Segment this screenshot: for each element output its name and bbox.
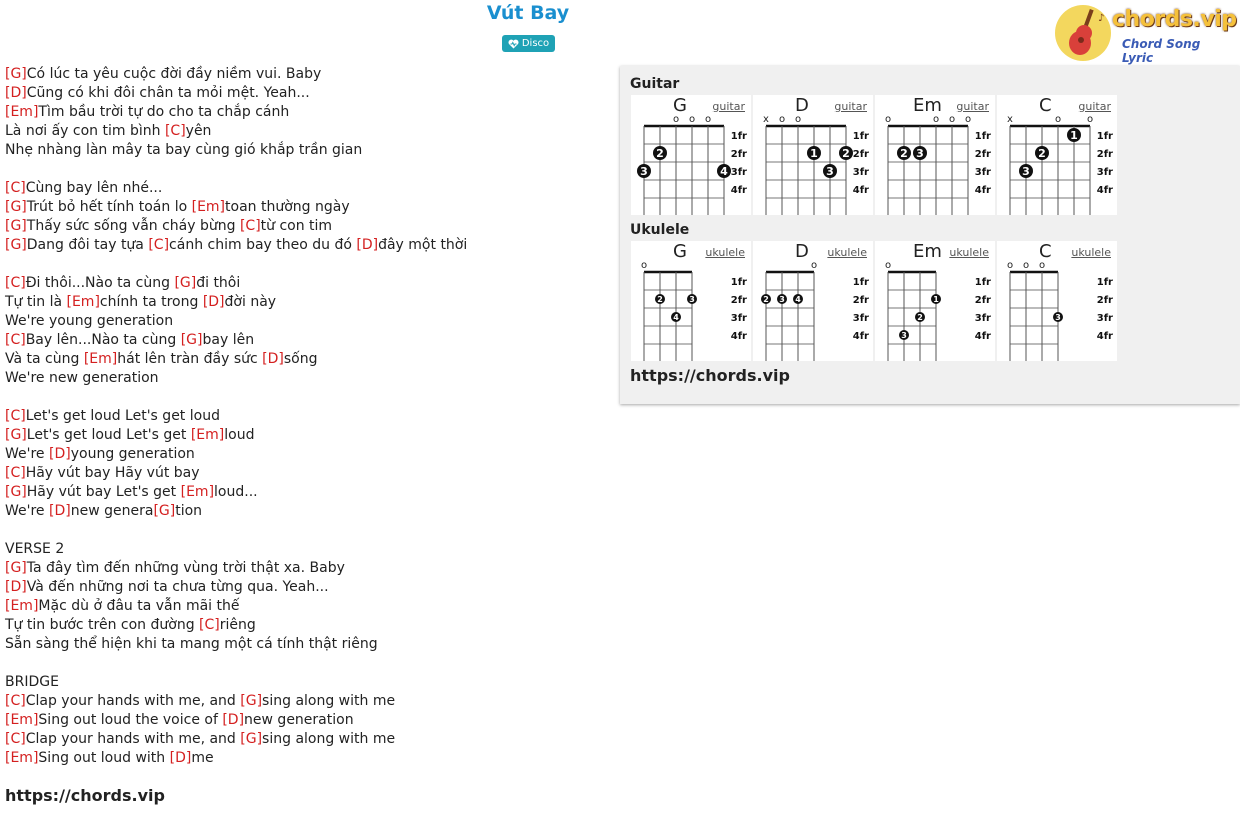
svg-text:3: 3 bbox=[689, 295, 695, 304]
chord-link[interactable]: [C] bbox=[5, 408, 26, 424]
lyric-text: BRIDGE bbox=[5, 674, 59, 690]
fret-label: 1fr bbox=[1096, 277, 1113, 288]
lyric-line bbox=[5, 426, 605, 445]
lyric-line bbox=[5, 483, 605, 502]
finger-dot bbox=[637, 164, 651, 178]
lyric-line bbox=[5, 274, 605, 293]
svg-text:1: 1 bbox=[1070, 129, 1078, 142]
chord-name: G bbox=[673, 95, 687, 116]
open-string-marker: o bbox=[964, 114, 972, 125]
svg-text:1: 1 bbox=[810, 147, 818, 160]
fret-label: 2fr bbox=[852, 295, 869, 306]
genre-label: Disco bbox=[521, 38, 550, 49]
lyric-text: Clap your hands with me, and bbox=[25, 693, 241, 709]
lyric-line bbox=[5, 312, 605, 331]
guitar-section-label: Guitar bbox=[630, 76, 680, 92]
open-string-marker: o bbox=[1054, 114, 1062, 125]
fret-label: 1fr bbox=[1096, 131, 1113, 142]
chord-link[interactable]: [Em] bbox=[180, 484, 215, 500]
lyric-text: We're young generation bbox=[5, 313, 174, 329]
open-string-marker: o bbox=[810, 260, 818, 271]
lyric-line bbox=[5, 293, 605, 312]
finger-dot bbox=[897, 146, 911, 160]
lyric-text: Mặc dù ở đâu ta vẫn mãi thế bbox=[38, 598, 240, 614]
muted-string-marker: x bbox=[763, 114, 769, 125]
chord-link[interactable]: [G] bbox=[5, 484, 27, 500]
lyric-text: Sing out loud with bbox=[38, 750, 170, 766]
lyric-text: toan thường ngày bbox=[225, 199, 350, 215]
chord-link[interactable]: [G] bbox=[240, 731, 263, 747]
fret-label: 4fr bbox=[1096, 185, 1113, 196]
chord-link[interactable]: [D] bbox=[5, 579, 27, 595]
disco-icon bbox=[508, 39, 519, 49]
fret-label: 4fr bbox=[974, 331, 991, 342]
svg-text:2: 2 bbox=[763, 295, 769, 304]
lyric-text: Tự tin bước trên con đường bbox=[5, 617, 200, 633]
lyric-text: từ con tim bbox=[260, 218, 333, 234]
lyric-text: yên bbox=[185, 123, 212, 139]
chord-name: Em bbox=[913, 241, 942, 262]
ukulele-section-label: Ukulele bbox=[630, 222, 690, 238]
chord-link[interactable]: [G] bbox=[5, 199, 27, 215]
chord-link[interactable]: [G] bbox=[5, 560, 27, 576]
lyric-text: new genera bbox=[70, 503, 154, 519]
ukulele-link[interactable]: ukulele bbox=[827, 246, 867, 259]
finger-dot bbox=[687, 294, 697, 304]
lyric-text: young generation bbox=[70, 446, 195, 462]
chord-link[interactable]: [D] bbox=[5, 85, 27, 101]
chord-link[interactable]: [C] bbox=[164, 123, 186, 139]
finger-dot bbox=[1035, 146, 1049, 160]
lyrics-block bbox=[5, 65, 605, 768]
svg-text:3: 3 bbox=[901, 331, 907, 340]
guitar-chord-diagram-d[interactable] bbox=[753, 95, 873, 215]
svg-text:4: 4 bbox=[795, 295, 801, 304]
fret-label: 3fr bbox=[974, 313, 991, 324]
lyric-text: đi thôi bbox=[196, 275, 241, 291]
finger-dot bbox=[655, 294, 665, 304]
chord-link[interactable]: [C] bbox=[5, 693, 26, 709]
lyric-text: đây một thời bbox=[378, 237, 468, 253]
open-string-marker: o bbox=[794, 114, 802, 125]
lyric-text: Let's get loud Let's get loud bbox=[25, 408, 220, 424]
lyric-line bbox=[5, 730, 605, 749]
fret-label: 4fr bbox=[852, 331, 869, 342]
finger-dot bbox=[931, 294, 941, 304]
fret-label: 2fr bbox=[730, 295, 747, 306]
lyric-line bbox=[5, 635, 605, 654]
lyric-line bbox=[5, 103, 605, 122]
lyric-text: Clap your hands with me, and bbox=[25, 731, 241, 747]
chord-link[interactable]: [D] bbox=[49, 446, 71, 462]
fret-label: 3fr bbox=[974, 167, 991, 178]
lyric-line bbox=[5, 616, 605, 635]
fret-label: 2fr bbox=[1096, 295, 1113, 306]
lyric-text: Và đến những nơi ta chưa từng qua. Yeah... bbox=[26, 579, 329, 595]
chord-link[interactable]: [G] bbox=[5, 66, 27, 82]
fret-label: 2fr bbox=[974, 149, 991, 160]
chord-panel bbox=[620, 66, 1240, 404]
lyric-line bbox=[5, 407, 605, 426]
chord-link[interactable]: [C] bbox=[5, 332, 26, 348]
chord-link[interactable]: [Em] bbox=[66, 294, 100, 310]
chord-link[interactable]: [C] bbox=[5, 275, 26, 291]
site-logo[interactable] bbox=[1054, 3, 1237, 65]
svg-text:4: 4 bbox=[673, 313, 679, 322]
chord-link[interactable]: [D] bbox=[356, 237, 379, 253]
guitar-link[interactable]: guitar bbox=[1078, 100, 1111, 113]
panel-site-url[interactable]: https://chords.vip bbox=[630, 366, 790, 385]
fretboard bbox=[997, 95, 1117, 215]
lyric-line bbox=[5, 122, 605, 141]
lyric-text: Bay lên...Nào ta cùng bbox=[25, 332, 181, 348]
fret-label: 3fr bbox=[1096, 167, 1113, 178]
lyric-blank-line bbox=[5, 160, 605, 179]
muted-string-marker: x bbox=[1007, 114, 1013, 125]
open-string-marker: o bbox=[932, 114, 940, 125]
logo-tagline: Chord Song Lyric bbox=[1122, 37, 1201, 65]
guitar-logo-icon bbox=[1054, 3, 1114, 63]
logo-brand: chords.vip bbox=[1112, 7, 1237, 32]
fret-label: 3fr bbox=[730, 167, 747, 178]
chord-link[interactable]: [D] bbox=[169, 750, 192, 766]
ukulele-link[interactable]: ukulele bbox=[949, 246, 989, 259]
open-string-marker: o bbox=[1086, 114, 1094, 125]
fret-label: 1fr bbox=[974, 277, 991, 288]
finger-dot bbox=[653, 146, 667, 160]
lyric-text: bay lên bbox=[202, 332, 255, 348]
svg-text:3: 3 bbox=[779, 295, 785, 304]
open-string-marker: o bbox=[1022, 260, 1030, 271]
fret-label: 2fr bbox=[852, 149, 869, 160]
open-string-marker: o bbox=[778, 114, 786, 125]
lyric-line bbox=[5, 331, 605, 350]
fret-label: 1fr bbox=[852, 277, 869, 288]
fretboard bbox=[997, 241, 1117, 361]
chord-link[interactable]: [Em] bbox=[191, 199, 226, 215]
lyric-text: Có lúc ta yêu cuộc đời đầy niềm vui. Baby bbox=[26, 66, 322, 82]
fret-label: 3fr bbox=[730, 313, 747, 324]
svg-text:3: 3 bbox=[1022, 165, 1030, 178]
fret-label: 1fr bbox=[974, 131, 991, 142]
lyric-text: sing along with me bbox=[262, 693, 396, 709]
open-string-marker: o bbox=[884, 114, 892, 125]
lyric-text: We're bbox=[5, 446, 49, 462]
svg-text:2: 2 bbox=[1038, 147, 1046, 160]
svg-text:3: 3 bbox=[1055, 313, 1061, 322]
chord-link[interactable]: [Em] bbox=[5, 598, 39, 614]
svg-text:2: 2 bbox=[900, 147, 908, 160]
lyric-text: đời này bbox=[224, 294, 277, 310]
fret-label: 2fr bbox=[730, 149, 747, 160]
lyric-line bbox=[5, 445, 605, 464]
finger-dot bbox=[807, 146, 821, 160]
lyric-text: Nhẹ nhàng làn mây ta bay cùng gió khắp trần gian bbox=[5, 142, 363, 158]
lyric-text: Dang đôi tay tựa bbox=[26, 237, 149, 253]
lyric-line bbox=[5, 502, 605, 521]
fretboard bbox=[753, 95, 873, 215]
lyric-line bbox=[5, 217, 605, 236]
genre-badge[interactable] bbox=[502, 35, 555, 52]
fret-label: 4fr bbox=[852, 185, 869, 196]
fret-label: 1fr bbox=[730, 131, 747, 142]
fretboard bbox=[631, 95, 751, 215]
open-string-marker: o bbox=[704, 114, 712, 125]
open-string-marker: o bbox=[1038, 260, 1046, 271]
lyric-text: We're new generation bbox=[5, 370, 159, 386]
open-string-marker: o bbox=[640, 260, 648, 271]
lyric-text: hát lên tràn đầy sức bbox=[117, 351, 263, 367]
lyric-text: chính ta trong bbox=[99, 294, 203, 310]
finger-dot bbox=[793, 294, 803, 304]
guitar-chord-diagram-g[interactable] bbox=[631, 95, 751, 215]
ukulele-chord-diagram-c[interactable] bbox=[997, 241, 1117, 361]
fretboard bbox=[631, 241, 751, 361]
open-string-marker: o bbox=[1006, 260, 1014, 271]
lyric-line bbox=[5, 597, 605, 616]
lyric-text: Là nơi ấy con tim bình bbox=[5, 123, 165, 139]
chord-link[interactable]: [Em] bbox=[83, 351, 118, 367]
lyric-blank-line bbox=[5, 654, 605, 673]
svg-text:3: 3 bbox=[826, 165, 834, 178]
fret-label: 3fr bbox=[852, 167, 869, 178]
lyric-text: Cùng bay lên nhé... bbox=[25, 180, 163, 196]
guitar-link[interactable]: guitar bbox=[712, 100, 745, 113]
lyric-blank-line bbox=[5, 388, 605, 407]
lyric-text: me bbox=[191, 750, 214, 766]
finger-dot bbox=[1019, 164, 1033, 178]
lyric-line bbox=[5, 749, 605, 768]
lyric-blank-line bbox=[5, 255, 605, 274]
chord-name: C bbox=[1039, 241, 1052, 262]
open-string-marker: o bbox=[688, 114, 696, 125]
lyric-text: Thấy sức sống vẫn cháy bừng bbox=[26, 218, 240, 234]
guitar-chord-diagram-c[interactable] bbox=[997, 95, 1117, 215]
chord-name: D bbox=[795, 95, 809, 116]
lyric-line bbox=[5, 692, 605, 711]
ukulele-link[interactable]: ukulele bbox=[705, 246, 745, 259]
lyric-text: Tự tin là bbox=[5, 294, 67, 310]
lyric-text: loud... bbox=[214, 484, 258, 500]
chord-link[interactable]: [G] bbox=[180, 332, 203, 348]
footer-site-url[interactable]: https://chords.vip bbox=[5, 786, 165, 805]
open-string-marker: o bbox=[884, 260, 892, 271]
svg-text:3: 3 bbox=[640, 165, 648, 178]
ukulele-chord-diagram-em[interactable] bbox=[875, 241, 995, 361]
fret-label: 1fr bbox=[730, 277, 747, 288]
chord-link[interactable]: [G] bbox=[5, 427, 27, 443]
lyric-line bbox=[5, 464, 605, 483]
finger-dot bbox=[761, 294, 771, 304]
chord-name: Em bbox=[913, 95, 942, 116]
chord-link[interactable]: [C] bbox=[5, 180, 26, 196]
chord-link[interactable]: [D] bbox=[202, 294, 225, 310]
lyric-text: cánh chim bay theo du đó bbox=[169, 237, 357, 253]
fretboard bbox=[875, 241, 995, 361]
lyric-line bbox=[5, 711, 605, 730]
chord-link[interactable]: [G] bbox=[174, 275, 197, 291]
lyric-line bbox=[5, 559, 605, 578]
lyric-text: We're bbox=[5, 503, 49, 519]
lyric-blank-line bbox=[5, 521, 605, 540]
lyric-line bbox=[5, 84, 605, 103]
ukulele-chord-diagram-g[interactable] bbox=[631, 241, 751, 361]
chord-link[interactable]: [Em] bbox=[190, 427, 225, 443]
lyric-text: Ta đây tìm đến những vùng trời thật xa. Baby bbox=[26, 560, 345, 576]
fret-label: 3fr bbox=[852, 313, 869, 324]
svg-text:2: 2 bbox=[656, 147, 664, 160]
lyric-text: sing along with me bbox=[262, 731, 396, 747]
finger-dot bbox=[1053, 312, 1063, 322]
lyric-line bbox=[5, 369, 605, 388]
chord-link[interactable]: [G] bbox=[5, 218, 27, 234]
fret-label: 2fr bbox=[1096, 149, 1113, 160]
lyric-line bbox=[5, 65, 605, 84]
finger-dot bbox=[899, 330, 909, 340]
guitar-chord-diagram-em[interactable] bbox=[875, 95, 995, 215]
finger-dot bbox=[839, 146, 853, 160]
finger-dot bbox=[717, 164, 731, 178]
finger-dot bbox=[777, 294, 787, 304]
chord-link[interactable]: [D] bbox=[49, 503, 71, 519]
lyric-text: riêng bbox=[219, 617, 256, 633]
chord-link[interactable]: [G] bbox=[153, 503, 176, 519]
svg-text:1: 1 bbox=[933, 295, 939, 304]
lyric-line bbox=[5, 540, 605, 559]
lyric-text: Tìm bầu trời tự do cho ta chắp cánh bbox=[38, 104, 290, 120]
svg-text:♪: ♪ bbox=[1098, 13, 1105, 24]
svg-text:2: 2 bbox=[657, 295, 663, 304]
finger-dot bbox=[1067, 128, 1081, 142]
lyric-line bbox=[5, 350, 605, 369]
lyric-line bbox=[5, 179, 605, 198]
lyric-line bbox=[5, 673, 605, 692]
ukulele-link[interactable]: ukulele bbox=[1071, 246, 1111, 259]
chord-name: G bbox=[673, 241, 687, 262]
finger-dot bbox=[915, 312, 925, 322]
lyric-text: Cũng có khi đôi chân ta mỏi mệt. Yeah... bbox=[26, 85, 310, 101]
finger-dot bbox=[823, 164, 837, 178]
lyric-text: new generation bbox=[244, 712, 354, 728]
chord-link[interactable]: [C] bbox=[239, 218, 261, 234]
lyric-text: Đi thôi...Nào ta cùng bbox=[25, 275, 175, 291]
song-title: Vút Bay bbox=[486, 2, 570, 24]
chord-link[interactable]: [D] bbox=[262, 351, 284, 367]
fret-label: 4fr bbox=[974, 185, 991, 196]
fret-label: 4fr bbox=[730, 331, 747, 342]
chord-link[interactable]: [Em] bbox=[5, 104, 39, 120]
fretboard bbox=[875, 95, 995, 215]
chord-name: C bbox=[1039, 95, 1052, 116]
lyric-text: Và ta cùng bbox=[5, 351, 84, 367]
lyric-text: VERSE 2 bbox=[5, 541, 65, 557]
open-string-marker: o bbox=[948, 114, 956, 125]
fret-label: 2fr bbox=[974, 295, 991, 306]
fret-label: 4fr bbox=[1096, 331, 1113, 342]
chord-link[interactable]: [D] bbox=[222, 712, 245, 728]
lyric-text: loud bbox=[224, 427, 255, 443]
lyric-line bbox=[5, 141, 605, 160]
chord-link[interactable]: [C] bbox=[5, 465, 26, 481]
finger-dot bbox=[671, 312, 681, 322]
svg-text:2: 2 bbox=[842, 147, 850, 160]
svg-text:2: 2 bbox=[917, 313, 923, 322]
lyric-text: Sẵn sàng thể hiện khi ta mang một cá tính thật riêng bbox=[5, 636, 378, 652]
finger-dot bbox=[913, 146, 927, 160]
lyric-line bbox=[5, 198, 605, 217]
lyric-text: sống bbox=[283, 351, 318, 367]
lyric-text: Hãy vút bay Let's get bbox=[26, 484, 181, 500]
chord-link[interactable]: [G] bbox=[5, 237, 27, 253]
guitar-link[interactable]: guitar bbox=[956, 100, 989, 113]
chord-name: D bbox=[795, 241, 809, 262]
chord-link[interactable]: [C] bbox=[148, 237, 170, 253]
chord-link[interactable]: [Em] bbox=[5, 750, 39, 766]
chord-link[interactable]: [G] bbox=[240, 693, 263, 709]
fret-label: 4fr bbox=[730, 185, 747, 196]
chord-link[interactable]: [Em] bbox=[5, 712, 39, 728]
chord-link[interactable]: [C] bbox=[5, 731, 26, 747]
open-string-marker: o bbox=[672, 114, 680, 125]
lyric-text: Trút bỏ hết tính toán lo bbox=[26, 199, 192, 215]
lyric-text: Let's get loud Let's get bbox=[26, 427, 191, 443]
lyric-text: Sing out loud the voice of bbox=[38, 712, 223, 728]
lyric-text: Hãy vút bay Hãy vút bay bbox=[25, 465, 200, 481]
fret-label: 3fr bbox=[1096, 313, 1113, 324]
fret-label: 1fr bbox=[852, 131, 869, 142]
chord-link[interactable]: [C] bbox=[199, 617, 220, 633]
svg-text:3: 3 bbox=[916, 147, 924, 160]
lyric-text: tion bbox=[175, 503, 203, 519]
lyric-line bbox=[5, 578, 605, 597]
svg-text:4: 4 bbox=[720, 165, 728, 178]
ukulele-chord-diagram-d[interactable] bbox=[753, 241, 873, 361]
lyric-line bbox=[5, 236, 605, 255]
fretboard bbox=[753, 241, 873, 361]
guitar-link[interactable]: guitar bbox=[834, 100, 867, 113]
